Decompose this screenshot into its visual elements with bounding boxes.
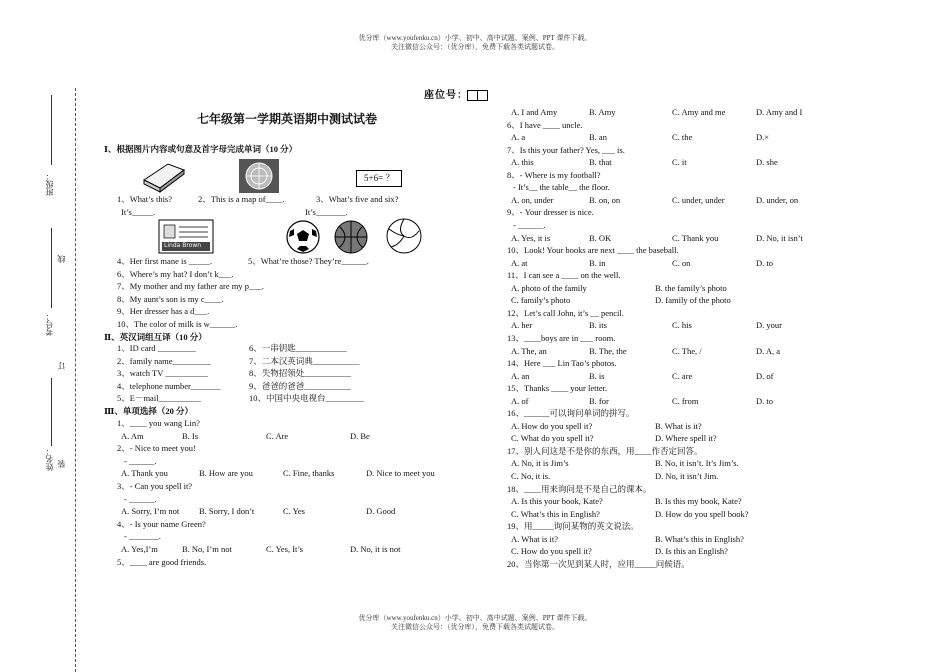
section2-heading: Ⅱ、英汉词组互译（10 分） [104, 332, 207, 342]
s3-q16-opt-d: D. Where spell it? [655, 433, 717, 444]
s3-q8: 8、- Where is my football? [507, 169, 601, 180]
s3-q14-opt-d: D. of [756, 370, 774, 381]
s3-q13-opt-a: A. The, an [511, 345, 547, 356]
s3-q4-blank: - _______. [124, 531, 161, 542]
s3-q2-d: D. Nice to meet you [366, 468, 435, 479]
header-line-2: 关注微信公众号：（优分库），免费下载各类试题试卷。 [391, 42, 559, 51]
s3-q2-c: C. Fine, thanks [283, 468, 335, 479]
s3-q20: 20、当你第一次见到某人时，应用_____问候语。 [507, 558, 690, 569]
s3-q11-opt-c: C. family’s photo [511, 295, 571, 306]
s2-item-1: 1、ID card _________ [117, 343, 196, 353]
s2-item-6: 6、一串钥匙____________ [249, 343, 347, 353]
s3-q17-opt-b: B. No, it isn’t. It’s Jim’s. [655, 458, 739, 469]
class-underline [51, 95, 52, 165]
s3-q12: 12、Let’s call John, it’s __ pencil. [507, 307, 624, 318]
s3-q15-opt-a: A. of [511, 395, 529, 406]
s1-q3: 3、What’s five and six? [316, 194, 399, 204]
s2-item-10: 10、中国中央电视台_________ [249, 393, 364, 404]
s3-q1-a: A. Am [121, 430, 144, 441]
s3-q16-opt-a: A. How do you spell it? [511, 420, 593, 431]
s3-q9: 9、- Your dresser is nice. [507, 207, 594, 218]
s3-q10-opt-d: D. to [756, 257, 773, 268]
s1-q1-answer: It’s_____. [121, 207, 156, 217]
s3-q12-opt-a: A. her [511, 320, 533, 331]
s3-q3-blank: - ______. [124, 493, 157, 504]
s3-q8-opt-a: A. on, under [511, 194, 554, 205]
s3-q9-sub: - ______. [513, 220, 546, 230]
s1-q1: 1、What’s this? [117, 194, 173, 204]
s1-q5: 5、What’re those? They’re______. [248, 256, 369, 266]
s3-q14-opt-b: B. is [589, 370, 605, 381]
s2-item-4: 4、telephone number_______ [117, 380, 221, 391]
s3-q18: 18、____用来询问是不是自己的课本。 [507, 483, 652, 494]
footer-line-2: 关注微信公众号：（优分库），免费下载各类试题试卷。 [391, 622, 559, 631]
s3-q18-opt-d: D. How do you spell book? [655, 508, 749, 519]
s3-q8-opt-c: C. under, under [672, 194, 725, 205]
s3-q16: 16、______可以询问单词的拼写。 [507, 408, 635, 419]
s3-q14-opt-c: C. are [672, 370, 693, 381]
s3-q18-opt-b: B. Is this my book, Kate? [655, 496, 742, 507]
s3-q6-opt-b: B. an [589, 132, 607, 143]
s3-q8-opt-b: B. on, on [589, 194, 621, 205]
s3-q9-opt-d: D. No, it isn’t [756, 232, 803, 243]
s2-item-8: 8、失物招领处___________ [249, 368, 352, 379]
seat-box-2[interactable] [477, 90, 488, 101]
s3-q6-opt-a: A. a [511, 132, 526, 143]
s3-q9-opt-c: C. Thank you [672, 232, 719, 243]
s3-q4-b: B. No, I’m not [182, 544, 232, 554]
s1-q3-answer: It’s_______. [305, 207, 348, 217]
s3-q16-opt-c: C. What do you spell it? [511, 433, 594, 444]
s3-q2-a: A. Thank you [121, 468, 168, 479]
s3-q10-opt-a: A. at [511, 257, 528, 268]
s3-q13-opt-d: D. A, a [756, 345, 781, 356]
s3-q3-c: C. Yes [283, 506, 305, 517]
zhuang-label: 装 [57, 460, 66, 468]
footer-line-1: 优分库（www.youfenku.cn）小学、初中、高中试题、案例、PPT 课件下载。 [358, 614, 592, 622]
s3-q13: 13、____boys are in ___ room. [507, 332, 616, 343]
name-card-text: Linda Brown [164, 242, 202, 249]
s3-q13-opt-c: C. The, / [672, 345, 702, 356]
s3-q12-opt-d: D. your [756, 320, 782, 331]
s3-q13-opt-b: B. The, the [589, 345, 627, 356]
number-underline [51, 228, 52, 308]
s3-q17-opt-d: D. No, it isn’t Jim. [655, 471, 719, 481]
s1-q7: 7、My mother and my father are my p___. [117, 281, 264, 292]
s3-q2-b: B. How are you [199, 468, 253, 479]
s3-q14: 14、Here ___ Lin Tao’s photos. [507, 358, 617, 368]
s3-q1-d: D. Be [350, 430, 370, 441]
s3-q11-opt-a: A. photo of the family [511, 282, 587, 293]
s3-q18-opt-a: A. Is this your book, Kate? [511, 496, 603, 507]
s3-q4-c: C. Yes, It’s [266, 544, 304, 554]
s3-q11-opt-d: D. family of the photo [655, 295, 731, 306]
s2-item-9: 9、爸爸的爸爸___________ [249, 380, 352, 391]
s3-q4: 4、- Is your name Green? [117, 518, 206, 529]
s3-q15: 15、Thanks ____ your letter. [507, 383, 608, 394]
s3-q2-blank: - ______. [124, 455, 157, 466]
un-map-image [238, 158, 280, 194]
s3-q7-opt-a: A. this [511, 157, 534, 168]
s3-q12-opt-c: C. his [672, 320, 692, 331]
s3-q9-opt-b: B. OK [589, 232, 612, 243]
basketball-image [333, 219, 369, 255]
s3-q5-opt-a: A. I and Amy [511, 107, 558, 117]
s3-q3: 3、- Can you spell it? [117, 481, 193, 491]
page-title: 七年级第一学期英语期中测试试卷 [197, 112, 378, 126]
s3-q17-opt-c: C. No, it is. [511, 471, 551, 481]
s3-q8-sub: - It’s__ the table__ the floor. [513, 182, 610, 193]
s2-item-7: 7、二本汉英词典___________ [249, 355, 360, 366]
s3-q5-opt-b: B. Amy [589, 107, 616, 117]
section3-heading: Ⅲ、单项选择（20 分） [104, 406, 193, 416]
s3-q6-opt-c: C. the [672, 132, 693, 143]
s3-q10-opt-b: B. in [589, 257, 606, 268]
name-label: 姓名： [45, 447, 54, 471]
s3-q15-opt-b: B. for [589, 395, 609, 406]
s3-q8-opt-d: D. under, on [756, 194, 799, 205]
section1-heading: Ⅰ、根据图片内容或句意及首字母完成单词（10 分） [104, 144, 298, 154]
eraser-image [140, 160, 186, 194]
s3-q5-opt-c: C. Amy and me [672, 107, 726, 117]
s2-item-3: 3、watch TV __________ [117, 368, 208, 379]
ding-label: 订 [57, 362, 66, 370]
s3-q14-opt-a: A. an [511, 370, 530, 381]
s1-q10: 10、The color of milk is w______. [117, 319, 238, 329]
s3-q19-opt-b: B. What’s this in English? [655, 533, 744, 544]
s3-q15-opt-c: C. from [672, 395, 699, 406]
seat-number [424, 86, 488, 101]
s3-q19-opt-a: A. What is it? [511, 533, 559, 544]
s3-q4-d: D. No, it is not [350, 544, 401, 554]
s1-q9: 9、Her dresser has a d___. [117, 306, 210, 317]
s3-q6-opt-d: D.× [756, 132, 770, 143]
class-label: 班级： [45, 172, 54, 196]
s3-q1-b: B. Is [182, 430, 199, 441]
s2-item-2: 2、family name_________ [117, 355, 211, 366]
s3-q1: 1、____ you wang Lin? [117, 418, 200, 428]
s3-q10-opt-c: C. on [672, 257, 691, 268]
s1-q4: 4、Her first mane is _____. [117, 256, 213, 266]
s3-q7: 7、Is this your father? Yes, ___ is. [507, 144, 625, 155]
s2-item-5: 5、E－mail__________ [117, 393, 202, 404]
number-label: 考号： [45, 312, 54, 336]
s3-q7-opt-d: D. she [756, 157, 778, 168]
name-underline [51, 378, 52, 446]
s3-q10: 10、Look! Your books are next ____ the baseball. [507, 245, 679, 256]
header-line-1: 优分库（www.youfenku.cn）小学、初中、高中试题、案例、PPT 课件下载。 [358, 34, 592, 42]
binding-line [75, 88, 76, 672]
s3-q17-opt-a: A. No, it is Jim’s [511, 458, 569, 469]
s3-q9-opt-a: A. Yes, it is [511, 232, 551, 243]
s3-q17: 17、别人问这是不是你的东西，用____作否定回答。 [507, 445, 703, 456]
s3-q7-opt-b: B. that [589, 157, 612, 168]
s3-q1-c: C. Are [266, 430, 289, 441]
s3-q5: 5、____ are good friends. [117, 556, 207, 567]
s3-q3-b: B. Sorry, I don’t [199, 506, 255, 517]
s3-q18-opt-c: C. What’s this in English? [511, 508, 600, 519]
football-image [284, 219, 322, 255]
s3-q12-opt-b: B. its [589, 320, 607, 331]
s3-q11: 11、I can see a ____ on the well. [507, 270, 621, 281]
math-box: 5+6= ？ [356, 170, 402, 187]
s3-q3-d: D. Good [366, 506, 396, 517]
s3-q11-opt-b: B. the family’s photo [655, 282, 727, 293]
seat-label: 座位号： [424, 90, 468, 101]
s3-q2: 2、- Nice to meet you! [117, 443, 196, 454]
s3-q4-a: A. Yes,I’m [121, 544, 158, 554]
s3-q19-opt-c: C. How do you spell it? [511, 546, 592, 557]
s1-q6: 6、Where’s my hat? I don’t k___. [117, 268, 234, 279]
s3-q5-opt-d: D. Amy and I [756, 107, 803, 117]
s3-q16-opt-b: B. What is it? [655, 420, 702, 431]
s3-q19: 19、用_____询问某物的英文说法。 [507, 521, 639, 532]
s3-q6: 6、I have ____ uncle. [507, 119, 583, 130]
s1-q8: 8、My aunt’s son is my c____. [117, 293, 224, 304]
volleyball-image [385, 217, 423, 255]
s3-q3-a: A. Sorry, I’m not [121, 506, 180, 517]
s3-q7-opt-c: C. it [672, 157, 687, 168]
s1-q2: 2、This is a map of____. [198, 194, 285, 204]
s3-q19-opt-d: D. Is this an English? [655, 546, 728, 557]
xian-label: 线 [57, 255, 66, 263]
s3-q15-opt-d: D. to [756, 395, 773, 406]
